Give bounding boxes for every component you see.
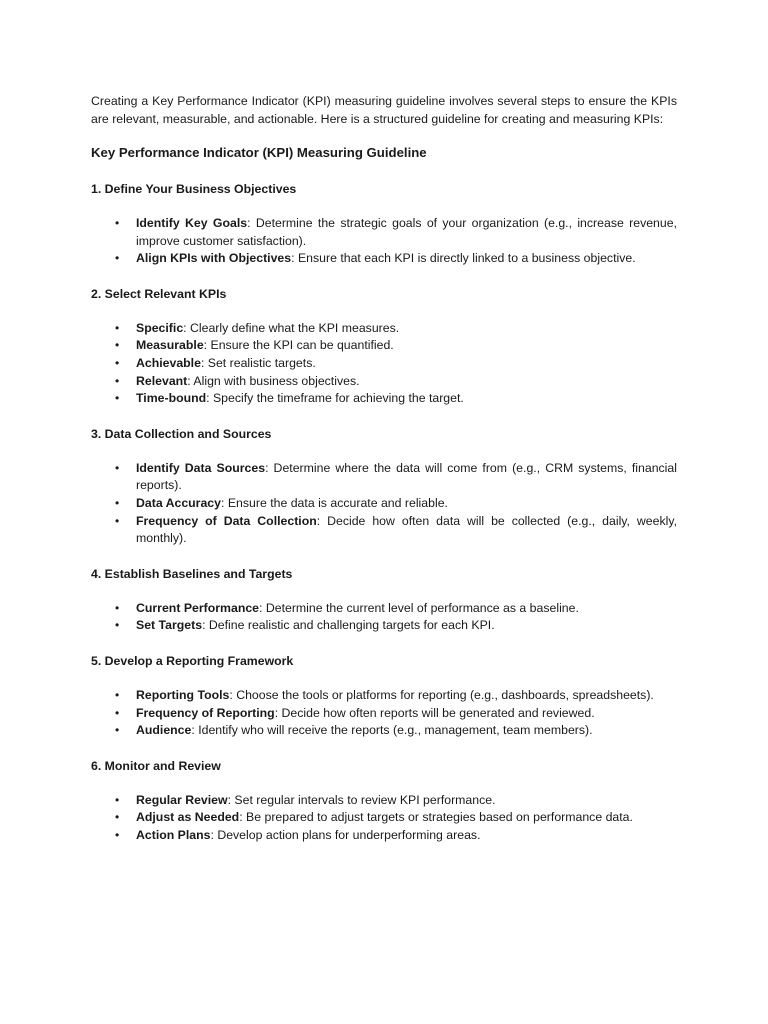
item-description: : Set regular intervals to review KPI performance. [227, 792, 496, 807]
item-description: : Specify the timeframe for achieving the target. [206, 391, 464, 406]
section-heading: 1. Define Your Business Objectives [91, 182, 297, 196]
list-item [91, 355, 677, 373]
list-item [91, 495, 677, 513]
section-heading: 3. Data Collection and Sources [91, 426, 272, 441]
item-description: : Identify who will receive the reports (e.g., management, team members). [191, 723, 593, 738]
list-item [91, 513, 677, 548]
item-description: : Determine the strategic goals of your organization (e.g., increase revenue, improve customer satisfaction). [136, 216, 677, 248]
item-term: Frequency of Data Collection [136, 513, 317, 528]
bullet-icon: • [115, 792, 120, 807]
bullet-icon: • [115, 600, 120, 615]
bullet-icon: • [115, 513, 120, 528]
item-term: Set Targets [136, 618, 203, 633]
sections-container [91, 180, 677, 844]
bullet-list [91, 215, 677, 268]
list-item [91, 827, 677, 845]
item-term: Action Plans [136, 827, 211, 842]
item-term: Frequency of Reporting [136, 705, 275, 720]
list-item [91, 390, 677, 408]
item-term: Achievable [136, 355, 201, 370]
section-heading: 4. Establish Baselines and Targets [91, 566, 293, 581]
bullet-icon: • [115, 687, 120, 702]
item-term: Regular Review [136, 792, 228, 807]
item-term: Identify Key Goals [136, 216, 248, 230]
item-description: : Be prepared to adjust targets or strategies based on performance data. [239, 810, 633, 825]
item-term: Specific [136, 320, 184, 335]
document-page [91, 92, 677, 861]
list-item [91, 617, 677, 635]
item-term: Current Performance [136, 600, 260, 615]
bullet-icon: • [115, 373, 120, 388]
bullet-icon: • [115, 355, 120, 370]
list-item [91, 705, 677, 723]
bullet-list [91, 320, 677, 408]
item-description: : Ensure that each KPI is directly linked to a business objective. [291, 251, 636, 266]
bullet-icon: • [115, 251, 120, 266]
bullet-icon: • [115, 827, 120, 842]
bullet-list [91, 687, 677, 740]
item-term: Audience [136, 723, 192, 738]
bullet-icon: • [115, 460, 120, 475]
intro-paragraph: Creating a Key Performance Indicator (KPI) measuring guideline involves several steps to ensure the KPIs are relevant, measurable, and actionable. Here is a structured guideline for creating and measuring KPIs: [91, 94, 677, 126]
bullet-icon: • [115, 810, 120, 825]
bullet-icon: • [115, 391, 120, 406]
list-item [91, 250, 677, 268]
item-description: : Choose the tools or platforms for reporting (e.g., dashboards, spreadsheets). [229, 687, 654, 702]
item-term: Time-bound [136, 391, 207, 406]
list-item [91, 722, 677, 740]
list-item [91, 809, 677, 827]
bullet-icon: • [115, 216, 120, 230]
bullet-list [91, 460, 677, 548]
list-item [91, 600, 677, 618]
list-item [91, 320, 677, 338]
item-description: : Decide how often data will be collected (e.g., daily, weekly, monthly). [136, 513, 677, 546]
list-item [91, 215, 677, 250]
bullet-icon: • [115, 723, 120, 738]
item-description: : Determine where the data will come from (e.g., CRM systems, financial reports). [136, 460, 677, 493]
item-description: : Define realistic and challenging targets for each KPI. [202, 618, 495, 633]
item-description: : Ensure the KPI can be quantified. [203, 338, 394, 353]
item-term: Identify Data Sources [136, 460, 266, 475]
item-term: Relevant [136, 373, 188, 388]
bullet-icon: • [115, 320, 120, 335]
item-description: : Ensure the data is accurate and reliable. [221, 495, 448, 510]
bullet-list [91, 792, 677, 845]
item-term: Reporting Tools [136, 687, 230, 702]
item-term: Measurable [136, 338, 204, 353]
list-item [91, 460, 677, 495]
list-item [91, 792, 677, 810]
item-term: Align KPIs with Objectives [136, 251, 292, 266]
bullet-icon: • [115, 705, 120, 720]
bullet-list [91, 600, 677, 635]
list-item [91, 373, 677, 391]
bullet-icon: • [115, 338, 120, 353]
item-description: : Determine the current level of performance as a baseline. [259, 600, 579, 615]
bullet-icon: • [115, 495, 120, 510]
item-description: : Align with business objectives. [187, 373, 360, 388]
list-item [91, 337, 677, 355]
section-heading: 5. Develop a Reporting Framework [91, 653, 294, 668]
bullet-icon: • [115, 618, 120, 633]
item-description: : Develop action plans for underperforming areas. [210, 827, 481, 842]
section-heading: 2. Select Relevant KPIs [91, 286, 227, 301]
section-heading: 6. Monitor and Review [91, 758, 221, 773]
item-description: : Decide how often reports will be generated and reviewed. [274, 705, 595, 720]
item-description: : Set realistic targets. [200, 355, 316, 370]
item-term: Data Accuracy [136, 495, 221, 510]
item-term: Adjust as Needed [136, 810, 240, 825]
list-item [91, 687, 677, 705]
item-description: : Clearly define what the KPI measures. [183, 320, 400, 335]
document-title: Key Performance Indicator (KPI) Measuring Guideline [91, 145, 427, 160]
